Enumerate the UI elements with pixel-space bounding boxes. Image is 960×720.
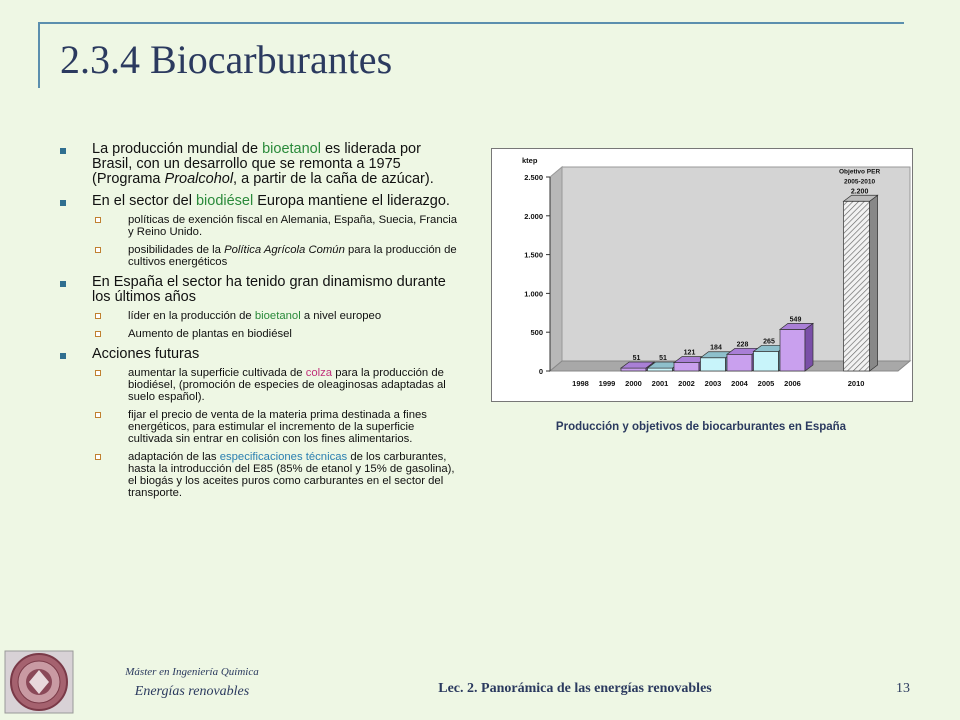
page-number: 13 xyxy=(896,681,910,696)
bullet-text: bioetanol xyxy=(262,141,321,157)
bullet-text: es liderada por Brasil, con un desarrollo que se remonta a 1975 (Programa xyxy=(92,141,421,187)
y-axis-label: ktep xyxy=(522,156,538,165)
data-label-2004: 228 xyxy=(736,341,749,349)
sub-bullet-text: de los carburantes, hasta la introducción del E85 (85% de etanol y 15% de gasolina), el biogás y los aceites puros como carburantes en el sector del transporte. xyxy=(128,451,455,499)
x-tick-label: 2010 xyxy=(847,379,865,388)
sub-bullet-list xyxy=(92,310,462,340)
chart-side-wall xyxy=(550,167,562,371)
y-tick-label: 2.500 xyxy=(524,173,543,182)
bar-2010 xyxy=(844,201,870,371)
bullet-item xyxy=(56,275,462,340)
left-border-line xyxy=(38,22,40,88)
sub-bullet-item xyxy=(92,328,462,340)
bullet-text: Europa mantiene el liderazgo. xyxy=(253,193,450,209)
bullet-item xyxy=(56,142,462,187)
bar-side-2010 xyxy=(870,195,878,371)
bar-2001 xyxy=(648,368,673,371)
bullet-item xyxy=(56,347,462,499)
sub-bullet-text: para la producción de biodiésel, (promoción de especies de oleaginosas adaptadas al suelo español). xyxy=(128,367,446,403)
sub-bullet-text: aumentar la superficie cultivada de xyxy=(128,367,306,379)
sub-bullet-text: políticas de exención fiscal en Alemania, España, Suecia, Francia y Reino Unido. xyxy=(128,214,458,238)
x-tick-label: 2000 xyxy=(625,379,642,388)
slide-title: 2.3.4 Biocarburantes xyxy=(60,37,393,82)
x-tick-label: 2005 xyxy=(757,379,775,388)
data-label-2005: 265 xyxy=(763,338,775,346)
bullet-item xyxy=(56,194,462,268)
data-label-2001: 51 xyxy=(659,355,667,363)
university-seal-icon xyxy=(4,650,74,714)
sub-bullet-item xyxy=(92,409,462,445)
bullet-text: biodiésel xyxy=(195,193,254,209)
sub-bullet-text: especificaciones técnicas xyxy=(219,451,348,463)
bullet-list xyxy=(56,142,462,499)
footer-master: Máster en Ingeniería Química xyxy=(125,666,259,678)
sub-bullet-item xyxy=(92,214,462,238)
data-label-2006: 549 xyxy=(789,316,802,324)
sub-bullet-text: adaptación de las xyxy=(128,451,220,463)
x-tick-label: 1999 xyxy=(598,379,616,388)
bar-2003 xyxy=(701,358,726,371)
bar-2004 xyxy=(727,354,752,371)
data-label-2003: 184 xyxy=(710,344,722,352)
biofuel-chart xyxy=(491,148,913,402)
sub-bullet-text: bioetanol xyxy=(254,310,301,322)
sub-bullet-text: colza xyxy=(305,367,333,379)
bullet-text: En el sector del xyxy=(92,193,196,209)
bullet-text: Acciones futuras xyxy=(92,346,200,362)
sub-bullet-text: para la producción de cultivos energéticos xyxy=(128,244,457,268)
y-tick-label: 500 xyxy=(530,328,543,338)
sub-bullet-item xyxy=(92,310,462,322)
y-tick-label: 2.000 xyxy=(524,211,543,221)
bar-2002 xyxy=(674,363,699,371)
bullet-text: Proalcohol xyxy=(164,171,234,187)
sub-bullet-text: Política Agrícola Común xyxy=(224,244,345,256)
y-tick-label: 1.000 xyxy=(524,289,543,299)
target-annotation: 2005-2010 xyxy=(844,178,876,186)
x-tick-label: 2001 xyxy=(651,379,669,388)
bullet-text: , a partir de la caña de azúcar). xyxy=(233,171,434,187)
top-border-line xyxy=(38,22,904,24)
data-label-2002: 121 xyxy=(683,349,696,357)
x-tick-label: 2002 xyxy=(678,379,695,388)
x-tick-label: 2006 xyxy=(784,379,801,388)
sub-bullet-text: líder en la producción de xyxy=(128,310,255,322)
bullet-text: La producción mundial de xyxy=(92,141,263,157)
sub-bullet-text: fijar el precio de venta de la materia prima destinada a fines energéticos, para estimular el incremento de la superficie cultivada sin entrar en colisión con los fines alimentarios. xyxy=(128,409,427,445)
footer-lecture: Lec. 2. Panorámica de las energías renovables xyxy=(438,681,712,696)
y-tick-label: 0 xyxy=(538,367,543,376)
sub-bullet-text: posibilidades de la xyxy=(128,244,225,256)
sub-bullet-item xyxy=(92,451,462,499)
x-tick-label: 2004 xyxy=(731,379,748,388)
target-annotation: Objetivo PER xyxy=(839,168,881,176)
chart-caption: Producción y objetivos de biocarburantes en España xyxy=(555,421,847,433)
slide-content xyxy=(56,142,462,506)
x-tick-label: 1998 xyxy=(572,379,589,388)
sub-bullet-list xyxy=(92,367,462,499)
data-label-2000: 51 xyxy=(632,355,641,363)
sub-bullet-text: Aumento de plantas en biodiésel xyxy=(128,328,292,340)
sub-bullet-item xyxy=(92,367,462,403)
sub-bullet-item xyxy=(92,244,462,268)
bar-2005 xyxy=(754,351,779,371)
y-tick-label: 1.500 xyxy=(524,250,543,260)
data-label-2010: 2.200 xyxy=(850,188,869,196)
chart-svg xyxy=(492,149,912,401)
sub-bullet-text: a nivel europeo xyxy=(300,310,382,322)
bar-2006 xyxy=(780,329,805,371)
footer-course: Energías renovables xyxy=(134,684,250,699)
bar-2000 xyxy=(621,368,646,371)
x-tick-label: 2003 xyxy=(704,379,722,388)
sub-bullet-list xyxy=(92,214,462,268)
bar-side-2006 xyxy=(805,323,813,371)
bullet-text: En España el sector ha tenido gran dinamismo durante los últimos años xyxy=(92,274,446,305)
